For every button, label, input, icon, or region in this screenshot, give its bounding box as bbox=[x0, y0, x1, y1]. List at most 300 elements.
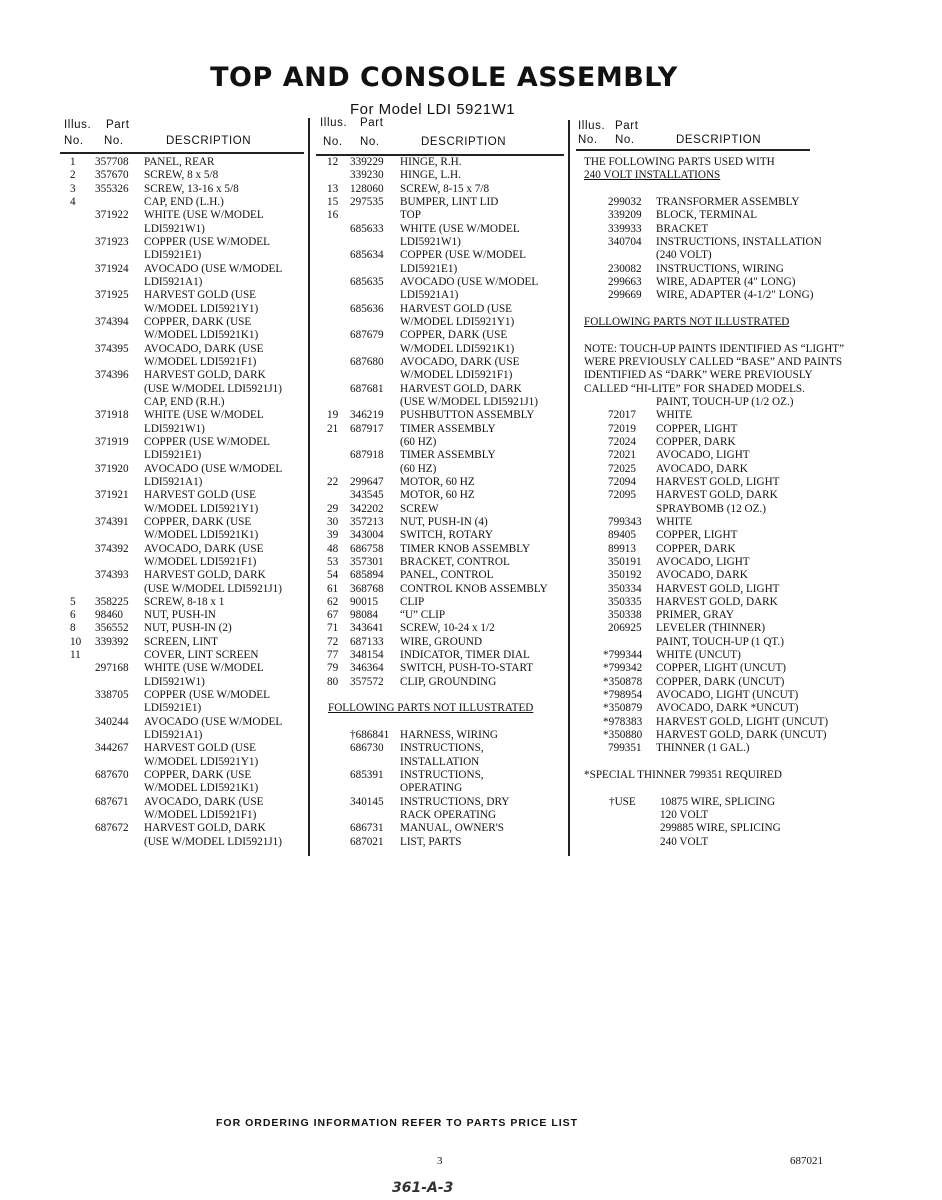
description: HARVEST GOLD, DARK (UNCUT) bbox=[656, 729, 827, 742]
part-number: *799344 bbox=[603, 649, 643, 662]
part-number: 357301 bbox=[350, 555, 384, 568]
part-number: 687133 bbox=[350, 635, 384, 648]
header-illus: Illus. bbox=[64, 119, 92, 131]
illus-number: 19 bbox=[327, 409, 339, 422]
illus-number: 11 bbox=[70, 649, 81, 662]
part-number: 338705 bbox=[95, 689, 129, 702]
description: SCREW, 8-18 x 1 bbox=[144, 595, 225, 608]
part-number: 687021 bbox=[350, 835, 384, 848]
description: COPPER, LIGHT bbox=[656, 529, 738, 542]
description: INSTRUCTIONS, INSTALLATION bbox=[656, 235, 822, 248]
illus-number: 8 bbox=[70, 622, 76, 635]
description: BRACKET bbox=[656, 222, 709, 235]
header-description: DESCRIPTION bbox=[676, 134, 762, 146]
part-number: 72094 bbox=[608, 475, 636, 488]
description: WIRE, ADAPTER (4-1/2" LONG) bbox=[656, 289, 814, 302]
illus-number: 80 bbox=[327, 675, 339, 688]
description: COPPER, DARK (USE bbox=[144, 769, 252, 782]
description: LDI5921A1) bbox=[144, 275, 203, 288]
part-number: 687917 bbox=[350, 422, 384, 435]
part-number: 371921 bbox=[95, 489, 129, 502]
part-number: 357572 bbox=[350, 675, 384, 688]
section-text: FOLLOWING PARTS NOT ILLUSTRATED bbox=[584, 315, 790, 328]
description: PAINT, TOUCH-UP (1/2 OZ.) bbox=[656, 395, 794, 408]
part-number: 374392 bbox=[95, 542, 129, 555]
description: COPPER (USE W/MODEL bbox=[144, 689, 270, 702]
description: INSTRUCTIONS, bbox=[400, 769, 484, 782]
section-text: 240 VOLT INSTALLATIONS bbox=[584, 169, 721, 182]
part-number: 346219 bbox=[350, 409, 384, 422]
part-number: 72025 bbox=[608, 462, 636, 475]
description: THINNER (1 GAL.) bbox=[656, 742, 750, 755]
part-number: 685635 bbox=[350, 275, 384, 288]
description: SCREW, 8-15 x 7/8 bbox=[400, 182, 490, 195]
description: W/MODEL LDI5921Y1) bbox=[400, 315, 515, 328]
description: COPPER, DARK (UNCUT) bbox=[656, 675, 785, 688]
part-number: *350880 bbox=[603, 729, 643, 742]
illus-number: 39 bbox=[327, 529, 339, 542]
illus-number: 61 bbox=[327, 582, 339, 595]
part-number: 72021 bbox=[608, 449, 636, 462]
part-number: 799351 bbox=[608, 742, 642, 755]
description: (60 HZ) bbox=[400, 462, 437, 475]
description: HARVEST GOLD, LIGHT bbox=[656, 475, 780, 488]
part-number: 685636 bbox=[350, 302, 384, 315]
description: AVOCADO, DARK (USE bbox=[144, 795, 264, 808]
part-number: †686841 bbox=[350, 729, 390, 742]
description: AVOCADO, DARK (USE bbox=[144, 542, 264, 555]
part-number: *799342 bbox=[603, 662, 643, 675]
description: LEVELER (THINNER) bbox=[656, 622, 766, 635]
description: LDI5921A1) bbox=[400, 289, 459, 302]
description: TRANSFORMER ASSEMBLY bbox=[656, 195, 800, 208]
part-number: 374395 bbox=[95, 342, 129, 355]
description: 240 VOLT bbox=[660, 835, 709, 848]
illus-number: 13 bbox=[327, 182, 339, 195]
description: BUMPER, LINT LID bbox=[400, 195, 499, 208]
description: COPPER, DARK (USE bbox=[144, 315, 252, 328]
description: W/MODEL LDI5921Y1) bbox=[144, 302, 259, 315]
description: (USE W/MODEL LDI5921J1) bbox=[144, 582, 282, 595]
part-number: 340704 bbox=[608, 235, 642, 248]
description: CONTROL KNOB ASSEMBLY bbox=[400, 582, 548, 595]
part-number: 342202 bbox=[350, 502, 384, 515]
description: SWITCH, PUSH-TO-START bbox=[400, 662, 534, 675]
part-number: 374394 bbox=[95, 315, 129, 328]
description: HARVEST GOLD, LIGHT bbox=[656, 582, 780, 595]
part-number: 371920 bbox=[95, 462, 129, 475]
part-number: 206925 bbox=[608, 622, 642, 635]
part-number: *350879 bbox=[603, 702, 643, 715]
part-number: 348154 bbox=[350, 649, 384, 662]
illus-number: 5 bbox=[70, 595, 76, 608]
description: TOP bbox=[400, 209, 421, 222]
part-number: 299647 bbox=[350, 475, 384, 488]
description: LDI5921E1) bbox=[144, 702, 202, 715]
description: WHITE (UNCUT) bbox=[656, 649, 741, 662]
part-number: 374396 bbox=[95, 369, 129, 382]
illus-number: 72 bbox=[327, 635, 339, 648]
description: WHITE (USE W/MODEL bbox=[144, 662, 264, 675]
description: (240 VOLT) bbox=[656, 249, 712, 262]
part-number: 343545 bbox=[350, 489, 384, 502]
header-description: DESCRIPTION bbox=[166, 135, 252, 147]
description: AVOCADO, DARK bbox=[656, 569, 748, 582]
header-part-no: No. bbox=[104, 135, 124, 147]
description: MOTOR, 60 HZ bbox=[400, 489, 475, 502]
part-number: 297168 bbox=[95, 662, 129, 675]
part-number: 340145 bbox=[350, 795, 384, 808]
description: HINGE, L.H. bbox=[400, 169, 461, 182]
header-illus: Illus. bbox=[578, 120, 606, 132]
description: HARVEST GOLD (USE bbox=[144, 489, 257, 502]
part-number: 357670 bbox=[95, 169, 129, 182]
part-number: 297535 bbox=[350, 195, 384, 208]
part-number: 368768 bbox=[350, 582, 384, 595]
description: HARVEST GOLD, DARK bbox=[144, 369, 266, 382]
description: AVOCADO, DARK (USE bbox=[144, 342, 264, 355]
description: 299885 WIRE, SPLICING bbox=[660, 822, 781, 835]
part-number: 339230 bbox=[350, 169, 384, 182]
header-illus: Illus. bbox=[320, 117, 348, 129]
part-number: 357213 bbox=[350, 515, 384, 528]
description: HARVEST GOLD, DARK bbox=[400, 382, 522, 395]
part-number: 343641 bbox=[350, 622, 384, 635]
column-divider bbox=[308, 118, 310, 856]
illus-number: 62 bbox=[327, 595, 339, 608]
description: MOTOR, 60 HZ bbox=[400, 475, 475, 488]
header-illus-no: No. bbox=[64, 135, 84, 147]
description: AVOCADO, LIGHT (UNCUT) bbox=[656, 689, 799, 702]
description: LDI5921W1) bbox=[400, 235, 461, 248]
part-number: 687680 bbox=[350, 355, 384, 368]
description: AVOCADO, LIGHT bbox=[656, 555, 750, 568]
illus-number: 15 bbox=[327, 195, 339, 208]
header-illus-no: No. bbox=[578, 134, 598, 146]
description: LDI5921E1) bbox=[144, 449, 202, 462]
part-number: 356552 bbox=[95, 622, 129, 635]
section-text: THE FOLLOWING PARTS USED WITH bbox=[584, 156, 775, 168]
illus-number: 53 bbox=[327, 555, 339, 568]
part-number: 374391 bbox=[95, 515, 129, 528]
description: AVOCADO (USE W/MODEL bbox=[144, 262, 283, 275]
description: HARVEST GOLD (USE bbox=[400, 302, 513, 315]
part-number: 371925 bbox=[95, 289, 129, 302]
illus-number: 77 bbox=[327, 649, 339, 662]
description: WIRE, ADAPTER (4" LONG) bbox=[656, 275, 796, 288]
description: COVER, LINT SCREEN bbox=[144, 649, 259, 662]
description: LDI5921W1) bbox=[144, 675, 205, 688]
description: LDI5921W1) bbox=[144, 422, 205, 435]
part-number: 355326 bbox=[95, 182, 129, 195]
description: (USE W/MODEL LDI5921J1) bbox=[400, 395, 538, 408]
description: LDI5921E1) bbox=[144, 249, 202, 262]
header-description: DESCRIPTION bbox=[421, 136, 507, 148]
description: AVOCADO (USE W/MODEL bbox=[400, 275, 539, 288]
part-number: 350192 bbox=[608, 569, 642, 582]
description: SCREW, 13-16 x 5/8 bbox=[144, 182, 239, 195]
description: HARNESS, WIRING bbox=[400, 729, 498, 742]
description: LDI5921A1) bbox=[144, 475, 203, 488]
description: COPPER (USE W/MODEL bbox=[144, 235, 270, 248]
illus-number: 30 bbox=[327, 515, 339, 528]
part-number: *978383 bbox=[603, 715, 643, 728]
description: HARVEST GOLD, DARK bbox=[656, 489, 778, 502]
description: HARVEST GOLD, DARK bbox=[144, 569, 266, 582]
description: WHITE (USE W/MODEL bbox=[144, 409, 264, 422]
section-text: NOTE: TOUCH-UP PAINTS IDENTIFIED AS “LIGHT” bbox=[584, 342, 845, 355]
part-number: 350335 bbox=[608, 595, 642, 608]
description: SWITCH, ROTARY bbox=[400, 529, 493, 542]
part-number: 98460 bbox=[95, 609, 123, 622]
description: SCREEN, LINT bbox=[144, 635, 218, 648]
part-number: 685633 bbox=[350, 222, 384, 235]
part-number: 686758 bbox=[350, 542, 384, 555]
ordering-footer: FOR ORDERING INFORMATION REFER TO PARTS PRICE LIST bbox=[216, 1117, 579, 1129]
illus-number: 79 bbox=[327, 662, 339, 675]
description: W/MODEL LDI5921Y1) bbox=[144, 502, 259, 515]
header-rule bbox=[576, 149, 810, 151]
description: HINGE, R.H. bbox=[400, 156, 462, 168]
description: W/MODEL LDI5921Y1) bbox=[144, 755, 259, 768]
description: CAP, END (L.H.) bbox=[144, 195, 224, 208]
description: OPERATING bbox=[400, 782, 463, 795]
part-number: 371919 bbox=[95, 435, 129, 448]
model-subtitle: For Model LDI 5921W1 bbox=[350, 101, 516, 118]
illus-number: 67 bbox=[327, 609, 339, 622]
part-number: 299669 bbox=[608, 289, 642, 302]
part-number: 98084 bbox=[350, 609, 378, 622]
illus-number: 21 bbox=[327, 422, 339, 435]
part-number: 687672 bbox=[95, 822, 129, 835]
header-part: Part bbox=[106, 119, 130, 131]
part-number: 374393 bbox=[95, 569, 129, 582]
description: INSTALLATION bbox=[400, 755, 480, 768]
description: COPPER, DARK (USE bbox=[400, 329, 508, 342]
description: CAP, END (R.H.) bbox=[144, 395, 225, 408]
part-number: 686730 bbox=[350, 742, 384, 755]
part-number: 685391 bbox=[350, 769, 384, 782]
section-text: CALLED “HI-LITE” FOR SHADED MODELS. bbox=[584, 382, 805, 395]
part-number: 72095 bbox=[608, 489, 636, 502]
part-number: 371924 bbox=[95, 262, 129, 275]
description: WHITE (USE W/MODEL bbox=[144, 209, 264, 222]
illus-number: 3 bbox=[70, 182, 76, 195]
illus-number: 4 bbox=[70, 195, 76, 208]
description: TIMER KNOB ASSEMBLY bbox=[400, 542, 531, 555]
description: INSTRUCTIONS, WIRING bbox=[656, 262, 784, 275]
illus-number: 22 bbox=[327, 475, 339, 488]
description: W/MODEL LDI5921K1) bbox=[144, 529, 259, 542]
description: WHITE bbox=[656, 515, 693, 528]
part-number: 371918 bbox=[95, 409, 129, 422]
description: W/MODEL LDI5921K1) bbox=[400, 342, 515, 355]
description: PAINT, TOUCH-UP (1 QT.) bbox=[656, 635, 784, 648]
description: COPPER, DARK bbox=[656, 435, 736, 448]
header-part: Part bbox=[615, 120, 639, 132]
description: “U” CLIP bbox=[400, 609, 446, 622]
description: (USE W/MODEL LDI5921J1) bbox=[144, 835, 282, 848]
part-number: 72024 bbox=[608, 435, 636, 448]
part-number: 687681 bbox=[350, 382, 384, 395]
header-rule bbox=[60, 152, 304, 154]
description: HARVEST GOLD (USE bbox=[144, 742, 257, 755]
section-text: IDENTIFIED AS “DARK” WERE PREVIOUSLY bbox=[584, 369, 813, 382]
description: BLOCK, TERMINAL bbox=[656, 209, 758, 222]
header-part-no: No. bbox=[615, 134, 635, 146]
part-number: 72019 bbox=[608, 422, 636, 435]
part-number: 339229 bbox=[350, 156, 384, 168]
handwritten-note: 361-A-3 bbox=[392, 1180, 454, 1196]
description: AVOCADO, DARK *UNCUT) bbox=[656, 702, 799, 715]
description: CLIP bbox=[400, 595, 425, 608]
part-number: 340244 bbox=[95, 715, 129, 728]
description: AVOCADO (USE W/MODEL bbox=[144, 715, 283, 728]
part-number: 358225 bbox=[95, 595, 129, 608]
description: COPPER, LIGHT (UNCUT) bbox=[656, 662, 787, 675]
description: (USE W/MODEL LDI5921J1) bbox=[144, 382, 282, 395]
description: HARVEST GOLD, DARK bbox=[144, 822, 266, 835]
description: TIMER ASSEMBLY bbox=[400, 422, 496, 435]
description: W/MODEL LDI5921F1) bbox=[144, 809, 257, 822]
description: W/MODEL LDI5921K1) bbox=[144, 782, 259, 795]
description: LIST, PARTS bbox=[400, 835, 462, 848]
section-text: *SPECIAL THINNER 799351 REQUIRED bbox=[584, 769, 782, 782]
illus-number: 10 bbox=[70, 635, 82, 648]
page-number: 3 bbox=[437, 1155, 443, 1167]
part-number: 371922 bbox=[95, 209, 129, 222]
description: AVOCADO, DARK bbox=[656, 462, 748, 475]
description: COPPER, DARK bbox=[656, 542, 736, 555]
part-number: 299032 bbox=[608, 195, 642, 208]
part-number: *798954 bbox=[603, 689, 643, 702]
illus-number: 29 bbox=[327, 502, 339, 515]
illus-number: 16 bbox=[327, 209, 339, 222]
description: WIRE, GROUND bbox=[400, 635, 483, 648]
description: PRIMER, GRAY bbox=[656, 609, 734, 622]
description: CLIP, GROUNDING bbox=[400, 675, 497, 688]
description: INSTRUCTIONS, DRY bbox=[400, 795, 510, 808]
part-number: 687918 bbox=[350, 449, 384, 462]
description: NUT, PUSH-IN bbox=[144, 609, 216, 622]
description: W/MODEL LDI5921F1) bbox=[144, 555, 257, 568]
document-number: 687021 bbox=[790, 1155, 823, 1167]
description: W/MODEL LDI5921K1) bbox=[144, 329, 259, 342]
part-number: 350334 bbox=[608, 582, 642, 595]
description: HARVEST GOLD, LIGHT (UNCUT) bbox=[656, 715, 829, 728]
part-number: 230082 bbox=[608, 262, 642, 275]
description: RACK OPERATING bbox=[400, 809, 497, 822]
part-number: 687670 bbox=[95, 769, 129, 782]
description: WHITE bbox=[656, 409, 693, 422]
section-text: FOLLOWING PARTS NOT ILLUSTRATED bbox=[328, 702, 534, 715]
description: W/MODEL LDI5921F1) bbox=[400, 369, 513, 382]
description: AVOCADO, DARK (USE bbox=[400, 355, 520, 368]
part-number: 687671 bbox=[95, 795, 129, 808]
description: (60 HZ) bbox=[400, 435, 437, 448]
part-number: 687679 bbox=[350, 329, 384, 342]
header-part: Part bbox=[360, 117, 384, 129]
description: SCREW, 10-24 x 1/2 bbox=[400, 622, 495, 635]
description: NUT, PUSH-IN (4) bbox=[400, 515, 488, 528]
part-number: 346364 bbox=[350, 662, 384, 675]
description: LDI5921A1) bbox=[144, 729, 203, 742]
illus-number: 6 bbox=[70, 609, 76, 622]
description: W/MODEL LDI5921F1) bbox=[144, 355, 257, 368]
part-number: 686731 bbox=[350, 822, 384, 835]
description: 120 VOLT bbox=[660, 809, 709, 822]
description: INDICATOR, TIMER DIAL bbox=[400, 649, 530, 662]
description: PANEL, REAR bbox=[144, 156, 215, 168]
description: WHITE (USE W/MODEL bbox=[400, 222, 520, 235]
description: SPRAYBOMB (12 OZ.) bbox=[656, 502, 766, 515]
illus-number: 71 bbox=[327, 622, 339, 635]
part-number: 90015 bbox=[350, 595, 378, 608]
description: SCREW, 8 x 5/8 bbox=[144, 169, 219, 182]
description: HARVEST GOLD, DARK bbox=[656, 595, 778, 608]
part-number: 799343 bbox=[608, 515, 642, 528]
description: PANEL, CONTROL bbox=[400, 569, 494, 582]
column-divider bbox=[568, 120, 570, 856]
section-text: WERE PREVIOUSLY CALLED “BASE” AND PAINTS bbox=[584, 355, 843, 368]
part-number: 371923 bbox=[95, 235, 129, 248]
part-number: 299663 bbox=[608, 275, 642, 288]
description: 10875 WIRE, SPLICING bbox=[660, 795, 776, 808]
part-number: 343004 bbox=[350, 529, 384, 542]
illus-number: 54 bbox=[327, 569, 339, 582]
part-number: 339392 bbox=[95, 635, 129, 648]
part-number: 350338 bbox=[608, 609, 642, 622]
part-number: 685894 bbox=[350, 569, 384, 582]
description: AVOCADO, LIGHT bbox=[656, 449, 750, 462]
description: NUT, PUSH-IN (2) bbox=[144, 622, 232, 635]
illus-number: 2 bbox=[70, 169, 76, 182]
use-note: †USE bbox=[609, 795, 636, 808]
part-number: 339209 bbox=[608, 209, 642, 222]
header-illus-no: No. bbox=[323, 136, 343, 148]
part-number: 128060 bbox=[350, 182, 384, 195]
description: AVOCADO (USE W/MODEL bbox=[144, 462, 283, 475]
part-number: 685634 bbox=[350, 249, 384, 262]
description: LDI5921W1) bbox=[144, 222, 205, 235]
illus-number: 1 bbox=[70, 156, 76, 168]
description: LDI5921E1) bbox=[400, 262, 458, 275]
part-number: 72017 bbox=[608, 409, 636, 422]
part-number: 89913 bbox=[608, 542, 636, 555]
part-number: 89405 bbox=[608, 529, 636, 542]
description: COPPER, LIGHT bbox=[656, 422, 738, 435]
illus-number: 12 bbox=[327, 156, 339, 168]
part-number: *350878 bbox=[603, 675, 643, 688]
part-number: 357708 bbox=[95, 156, 129, 168]
illus-number: 48 bbox=[327, 542, 339, 555]
description: HARVEST GOLD (USE bbox=[144, 289, 257, 302]
description: PUSHBUTTON ASSEMBLY bbox=[400, 409, 535, 422]
part-number: 350191 bbox=[608, 555, 642, 568]
description: MANUAL, OWNER'S bbox=[400, 822, 504, 835]
description: INSTRUCTIONS, bbox=[400, 742, 484, 755]
description: BRACKET, CONTROL bbox=[400, 555, 510, 568]
description: SCREW bbox=[400, 502, 439, 515]
page-title: TOP AND CONSOLE ASSEMBLY bbox=[210, 62, 678, 93]
header-part-no: No. bbox=[360, 136, 380, 148]
part-number: 339933 bbox=[608, 222, 642, 235]
description: TIMER ASSEMBLY bbox=[400, 449, 496, 462]
description: COPPER (USE W/MODEL bbox=[144, 435, 270, 448]
part-number: 344267 bbox=[95, 742, 129, 755]
description: COPPER, DARK (USE bbox=[144, 515, 252, 528]
description: COPPER (USE W/MODEL bbox=[400, 249, 526, 262]
